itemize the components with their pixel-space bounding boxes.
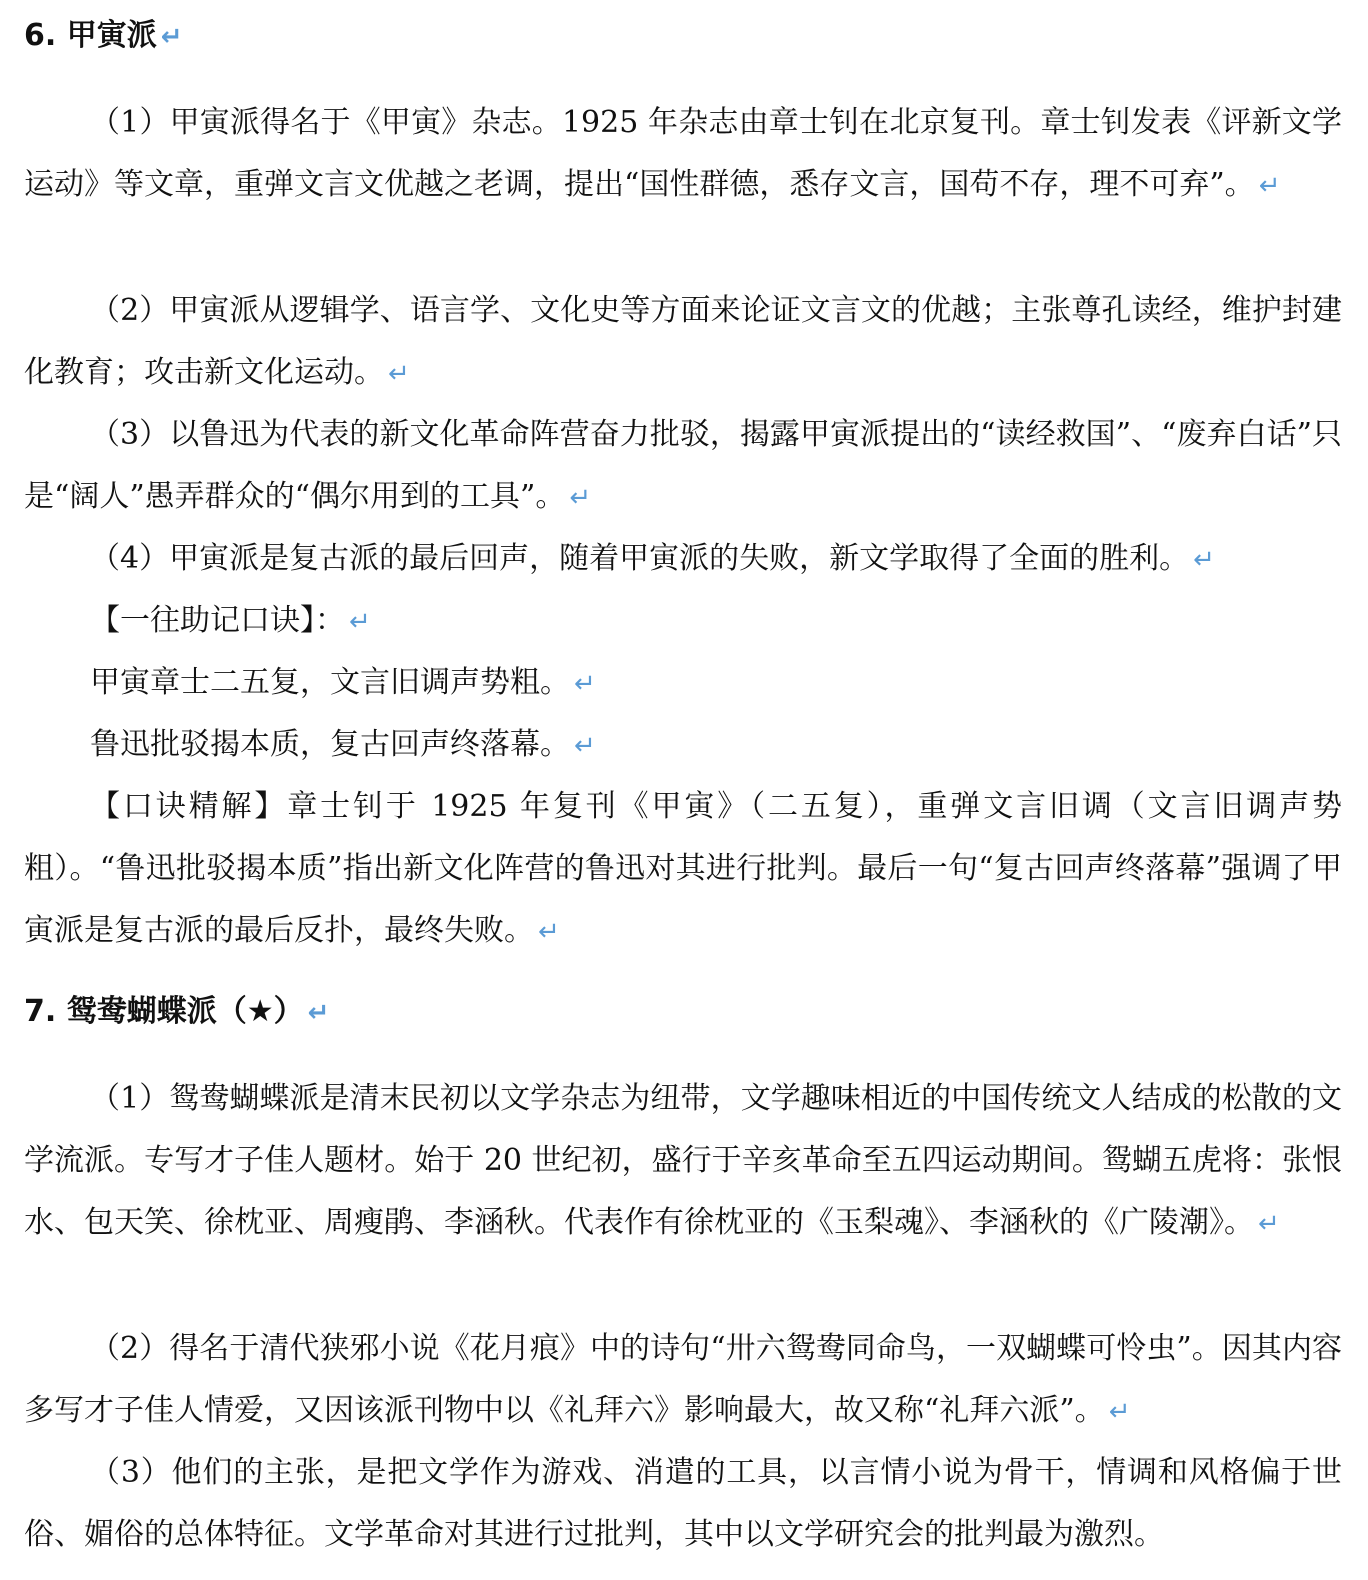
return-mark-icon: ↵ bbox=[160, 22, 183, 52]
return-mark-icon: ↵ bbox=[349, 607, 371, 637]
mnemonic-verse-1: 甲寅章士二五复，文言旧调声势粗。 ↵ bbox=[90, 665, 596, 700]
section-7-paragraph-1: （1）鸳鸯蝴蝶派是清末民初以文学杂志为纽带，文学趣味相近的中国传统文人结成的松散的文学流派。专写才子佳人题材。始于 20 世纪初，盛行于辛亥革命至五四运动期间。鸳蝴五虎将：张恨水、包天笑、徐枕亚、周瘦鹃、李涵秋。代表作有徐枕亚的《玉梨魂》、李涵秋的《广陵潮》。 ↵ bbox=[24, 1081, 1342, 1240]
return-mark-icon: ↵ bbox=[538, 917, 560, 947]
section-6-paragraph-3: （3）以鲁迅为代表的新文化革命阵营奋力批驳，揭露甲寅派提出的“读经救国”、“废弃白话”只是“阔人”愚弄群众的“偶尔用到的工具”。 ↵ bbox=[24, 417, 1342, 514]
section-7-paragraph-3: （3）他们的主张，是把文学作为游戏、消遣的工具，以言情小说为骨干，情调和风格偏于世俗、媚俗的总体特征。文学革命对其进行过批判，其中以文学研究会的批判最为激烈。 bbox=[24, 1455, 1342, 1552]
mnemonic-explanation: 【口诀精解】章士钊于 1925 年复刊《甲寅》（二五复），重弹文言旧调（文言旧调声势粗）。“鲁迅批驳揭本质”指出新文化阵营的鲁迅对其进行批判。最后一句“复古回声终落幕”强调了甲寅派是复古派的最后反扑，最终失败。 ↵ bbox=[24, 789, 1342, 948]
return-mark-icon: ↵ bbox=[1258, 171, 1281, 201]
return-mark-icon: ↵ bbox=[307, 998, 330, 1028]
section-6-paragraph-4: （4）甲寅派是复古派的最后回声，随着甲寅派的失败，新文学取得了全面的胜利。 ↵ bbox=[90, 541, 1215, 576]
section-7-paragraph-2: （2）得名于清代狭邪小说《花月痕》中的诗句“卅六鸳鸯同命鸟，一双蝴蝶可怜虫”。因其内容多写才子佳人情爱，又因该派刊物中以《礼拜六》影响最大，故又称“礼拜六派”。 ↵ bbox=[24, 1331, 1342, 1428]
section-6-heading bbox=[24, 16, 183, 57]
mnemonic-label: 【一往助记口诀】： ↵ bbox=[90, 603, 371, 638]
section-7-heading bbox=[24, 992, 329, 1033]
return-mark-icon: ↵ bbox=[1108, 1397, 1131, 1427]
return-mark-icon: ↵ bbox=[388, 359, 410, 389]
return-mark-icon: ↵ bbox=[1193, 545, 1215, 575]
return-mark-icon: ↵ bbox=[1258, 1209, 1280, 1239]
section-6-title: 6. 甲寅派 bbox=[24, 18, 157, 53]
return-mark-icon: ↵ bbox=[569, 483, 592, 513]
return-mark-icon: ↵ bbox=[574, 731, 596, 761]
mnemonic-verse-2: 鲁迅批驳揭本质，复古回声终落幕。 ↵ bbox=[90, 727, 596, 762]
section-6-paragraph-1: （1）甲寅派得名于《甲寅》杂志。1925 年杂志由章士钊在北京复刊。章士钊发表《评新文学运动》等文章，重弹文言文优越之老调，提出“国性群德，悉存文言，国苟不存，理不可弃”。 ↵ bbox=[24, 105, 1342, 202]
return-mark-icon: ↵ bbox=[574, 669, 596, 699]
section-7-title: 7. 鸳鸯蝴蝶派（★） bbox=[24, 994, 304, 1029]
section-6-paragraph-2: （2）甲寅派从逻辑学、语言学、文化史等方面来论证文言文的优越；主张尊孔读经，维护封建化教育；攻击新文化运动。 ↵ bbox=[24, 293, 1342, 390]
